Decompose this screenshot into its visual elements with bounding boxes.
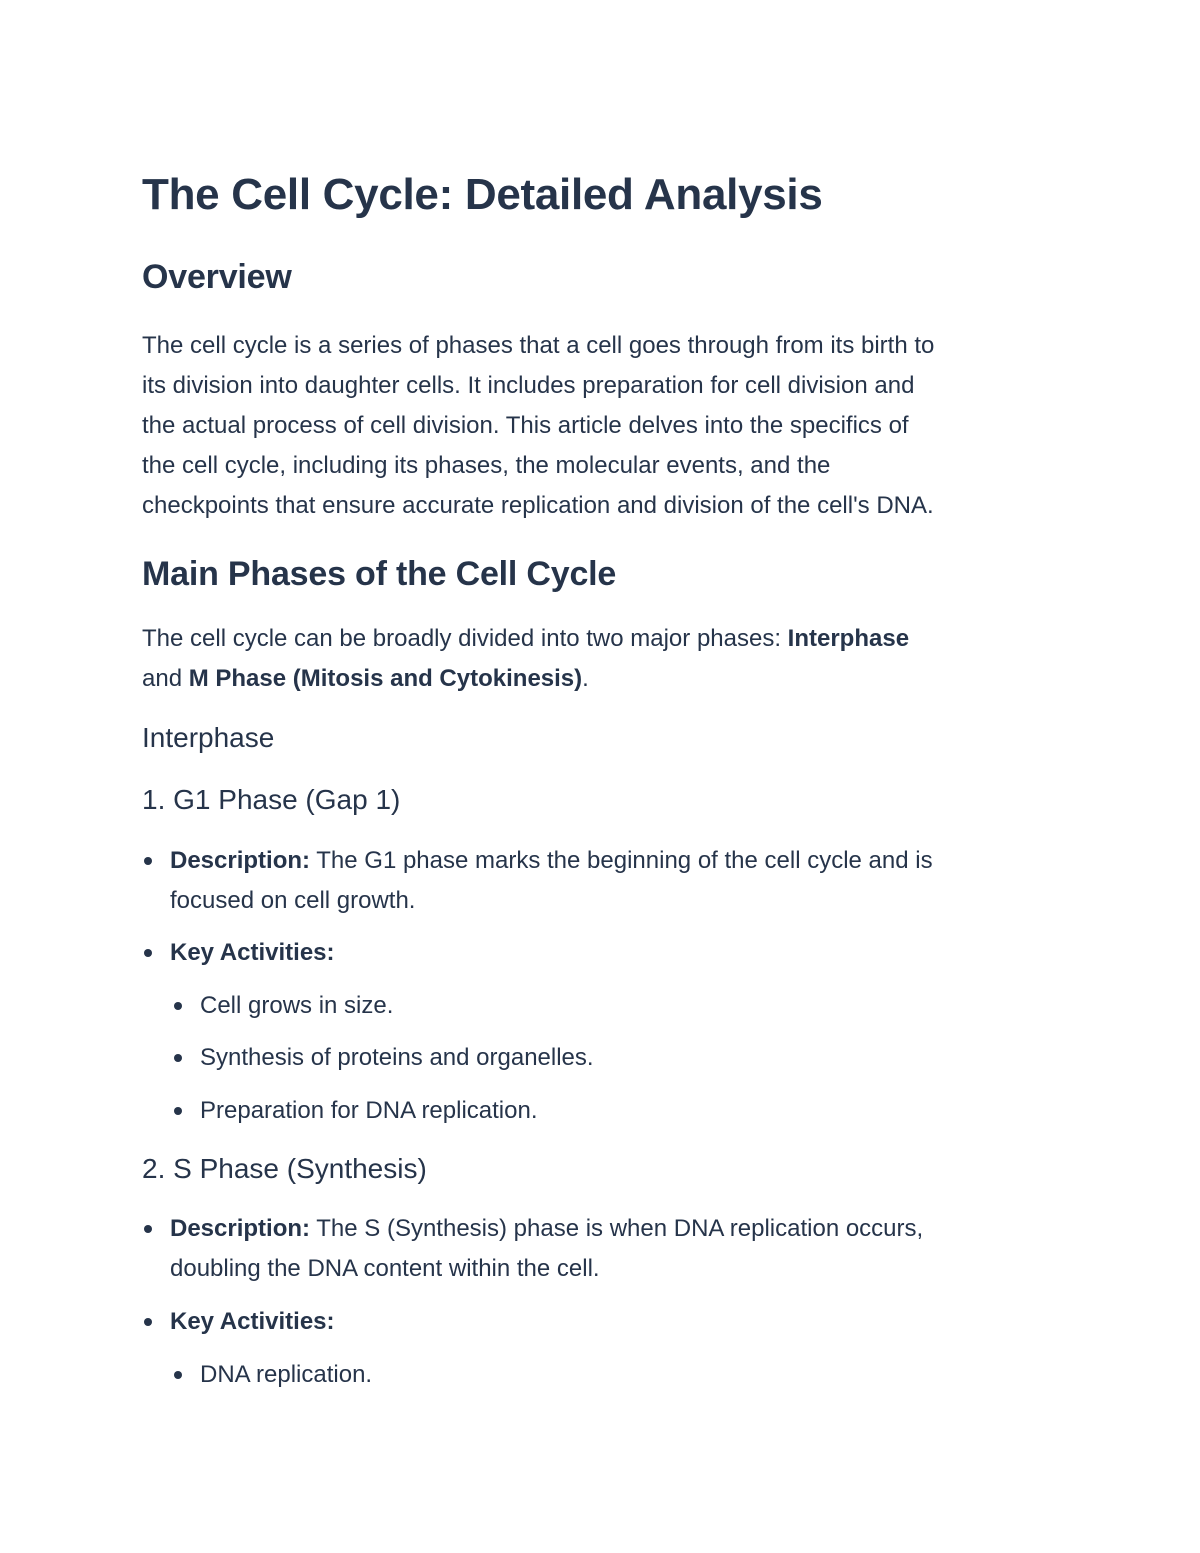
description-label: Description: xyxy=(170,1215,311,1242)
bullet-icon xyxy=(144,1225,152,1233)
interphase-term: Interphase xyxy=(787,625,910,652)
s-description-item xyxy=(170,1209,923,1289)
description-text: doubling the DNA content within the cell. xyxy=(170,1255,600,1282)
list-item: Cell grows in size. xyxy=(200,992,394,1019)
bullet-icon xyxy=(144,949,152,957)
bullet-icon xyxy=(174,1371,182,1379)
bullet-icon xyxy=(174,1107,182,1115)
interphase-heading: Interphase xyxy=(142,722,275,753)
overview-heading: Overview xyxy=(142,258,292,296)
paragraph-line: checkpoints that ensure accurate replication and division of the cell's DNA. xyxy=(142,492,934,519)
list-item: DNA replication. xyxy=(200,1361,373,1388)
paragraph-line: The cell cycle is a series of phases that a cell goes through from its birth to xyxy=(142,332,935,359)
g1-key-activities-label: Key Activities: xyxy=(170,939,335,966)
intro-text: . xyxy=(582,665,589,692)
s-key-activities-label: Key Activities: xyxy=(170,1308,335,1335)
main-phases-heading: Main Phases of the Cell Cycle xyxy=(142,555,617,593)
paragraph-line: the cell cycle, including its phases, the molecular events, and the xyxy=(142,452,831,479)
s-phase-heading: 2. S Phase (Synthesis) xyxy=(142,1153,427,1184)
intro-text: and xyxy=(142,665,189,692)
description-label: Description: xyxy=(170,847,311,874)
main-phases-intro xyxy=(142,619,1072,699)
list-item: Synthesis of proteins and organelles. xyxy=(200,1044,594,1071)
bullet-icon xyxy=(144,1318,152,1326)
overview-paragraph xyxy=(142,326,1072,526)
description-text: The S (Synthesis) phase is when DNA replication occurs, xyxy=(310,1215,924,1242)
paragraph-line xyxy=(142,619,1072,659)
description-text: focused on cell growth. xyxy=(170,887,416,914)
g1-description-item xyxy=(170,841,933,921)
m-phase-term: M Phase (Mitosis and Cytokinesis) xyxy=(188,665,583,692)
list-item: Preparation for DNA replication. xyxy=(200,1097,538,1124)
paragraph-line: its division into daughter cells. It includes preparation for cell division and xyxy=(142,372,915,399)
document-title: The Cell Cycle: Detailed Analysis xyxy=(142,170,823,219)
description-text: The G1 phase marks the beginning of the cell cycle and is xyxy=(310,847,933,874)
bullet-icon xyxy=(144,857,152,865)
paragraph-line: the actual process of cell division. This article delves into the specifics of xyxy=(142,412,909,439)
bullet-icon xyxy=(174,1054,182,1062)
paragraph-line xyxy=(142,659,1072,699)
g1-phase-heading: 1. G1 Phase (Gap 1) xyxy=(142,784,401,815)
intro-text: The cell cycle can be broadly divided into two major phases: xyxy=(142,625,788,652)
bullet-icon xyxy=(174,1002,182,1010)
